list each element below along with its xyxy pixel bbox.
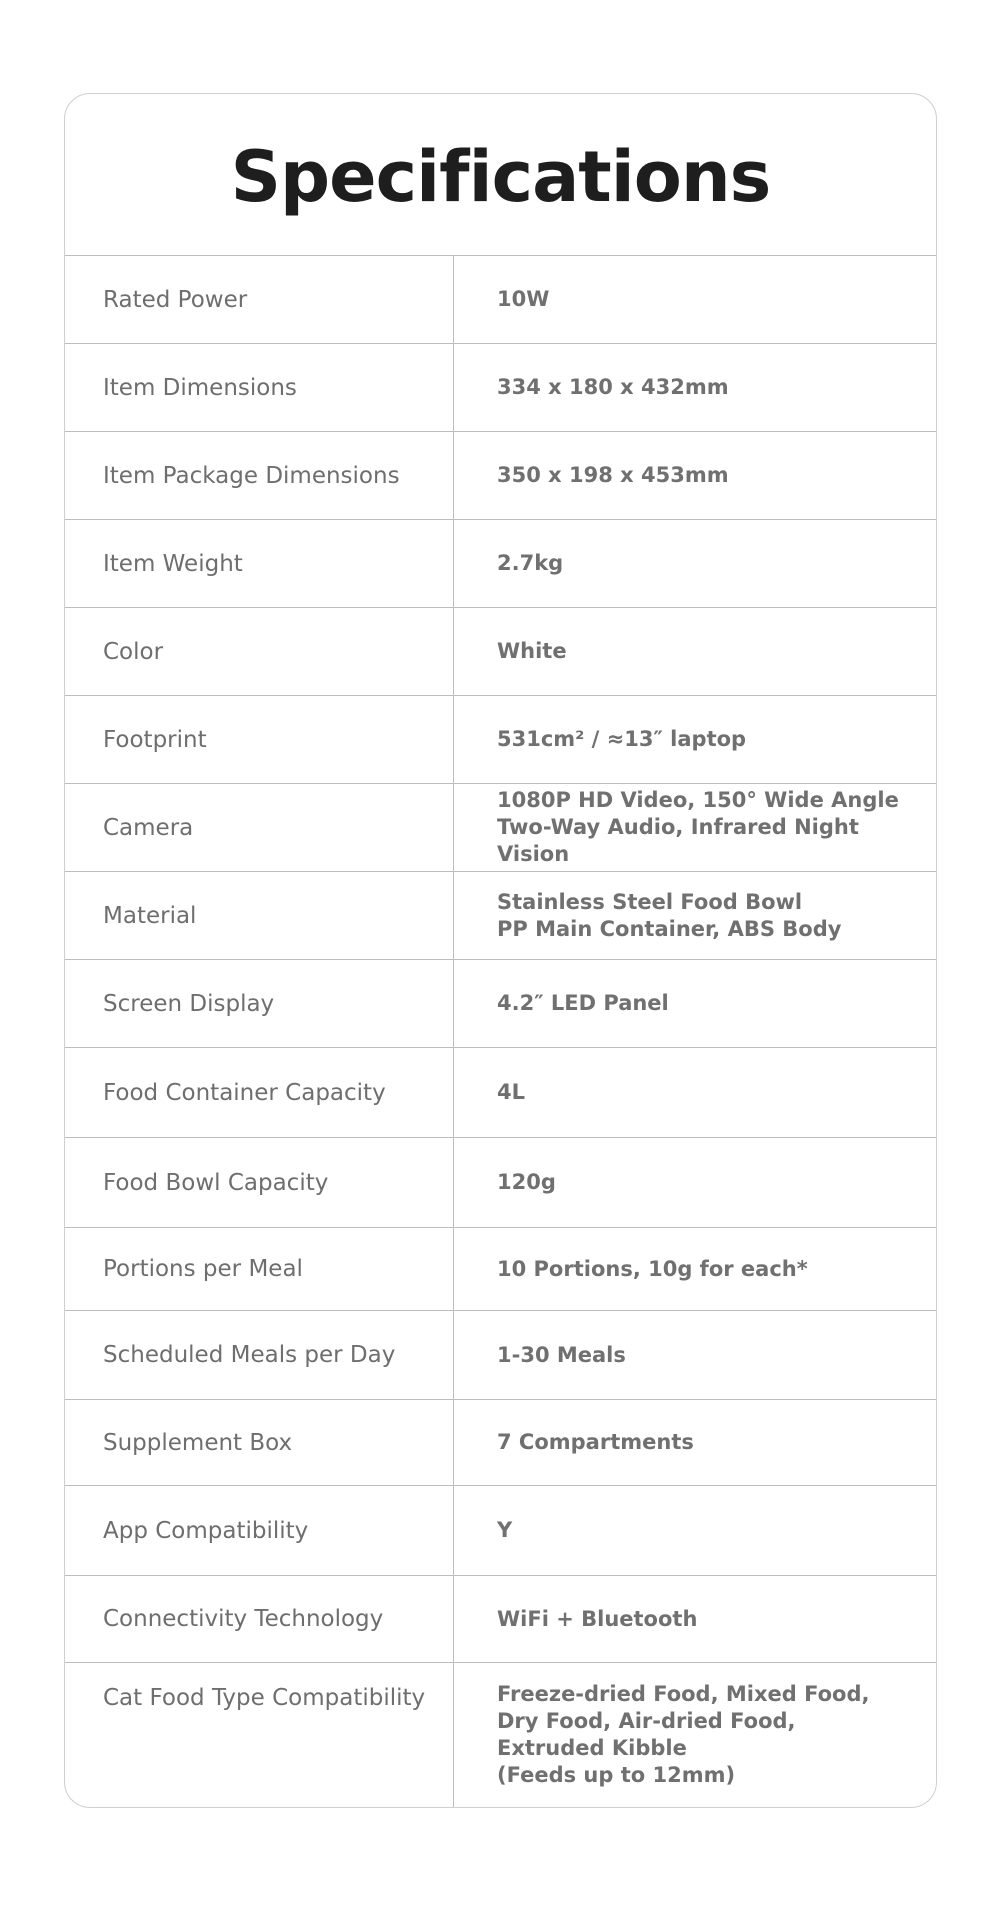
- spec-label: Connectivity Technology: [65, 1576, 454, 1662]
- spec-row-rated-power: [65, 256, 936, 344]
- spec-label: App Compatibility: [65, 1486, 454, 1575]
- spec-row-connectivity: [65, 1576, 936, 1663]
- spec-row-item-dimensions: [65, 344, 936, 432]
- spec-value: Y: [497, 1518, 513, 1542]
- spec-label: Portions per Meal: [65, 1228, 454, 1310]
- spec-label: Item Dimensions: [65, 344, 454, 431]
- spec-row-footprint: [65, 696, 936, 784]
- spec-label: Rated Power: [65, 256, 454, 343]
- spec-value: 531cm² / ≈13″ laptop: [497, 727, 747, 751]
- spec-value: 120g: [497, 1170, 556, 1194]
- spec-row-supplement-box: [65, 1400, 936, 1486]
- spec-label: Supplement Box: [65, 1400, 454, 1485]
- spec-row-portions-per-meal: [65, 1228, 936, 1311]
- spec-label: Scheduled Meals per Day: [65, 1311, 454, 1399]
- spec-row-screen-display: [65, 960, 936, 1048]
- spec-label: Item Package Dimensions: [65, 432, 454, 519]
- spec-row-food-container-capacity: [65, 1048, 936, 1138]
- spec-value: 334 x 180 x 432mm: [497, 375, 729, 399]
- spec-row-app-compatibility: [65, 1486, 936, 1576]
- spec-value: 4.2″ LED Panel: [497, 991, 669, 1015]
- spec-value: 4L: [497, 1080, 525, 1104]
- spec-row-camera: [65, 784, 936, 872]
- spec-row-material: [65, 872, 936, 960]
- spec-value: 10W: [497, 287, 550, 311]
- spec-label: Food Container Capacity: [65, 1048, 454, 1137]
- page-title: Specifications: [65, 94, 936, 256]
- spec-row-cat-food-type: [65, 1663, 936, 1808]
- spec-value: WiFi + Bluetooth: [497, 1606, 698, 1631]
- specifications-card: [64, 93, 937, 1808]
- spec-value: Freeze-dried Food, Mixed Food, Dry Food, Air-dried Food, Extruded Kibble (Feeds up to 12mm): [497, 1682, 870, 1787]
- spec-label: Camera: [65, 784, 454, 871]
- spec-value: 7 Compartments: [497, 1430, 694, 1454]
- spec-value: 1-30 Meals: [497, 1342, 626, 1367]
- spec-label: Screen Display: [65, 960, 454, 1047]
- spec-row-item-weight: [65, 520, 936, 608]
- spec-row-package-dimensions: [65, 432, 936, 520]
- spec-label: Item Weight: [65, 520, 454, 607]
- spec-value: White: [497, 639, 567, 663]
- spec-label: Material: [65, 872, 454, 959]
- spec-label: Food Bowl Capacity: [65, 1138, 454, 1227]
- spec-label: Cat Food Type Compatibility: [65, 1663, 454, 1808]
- spec-value: 10 Portions, 10g for each*: [497, 1256, 808, 1281]
- spec-value: Stainless Steel Food Bowl PP Main Container, ABS Body: [497, 889, 842, 941]
- spec-value: 2.7kg: [497, 551, 564, 575]
- spec-row-scheduled-meals: [65, 1311, 936, 1400]
- spec-row-color: [65, 608, 936, 696]
- spec-label: Footprint: [65, 696, 454, 783]
- spec-value: 350 x 198 x 453mm: [497, 463, 729, 487]
- spec-label: Color: [65, 608, 454, 695]
- spec-value: 1080P HD Video, 150° Wide Angle Two-Way Audio, Infrared Night Vision: [497, 788, 899, 866]
- spec-row-food-bowl-capacity: [65, 1138, 936, 1228]
